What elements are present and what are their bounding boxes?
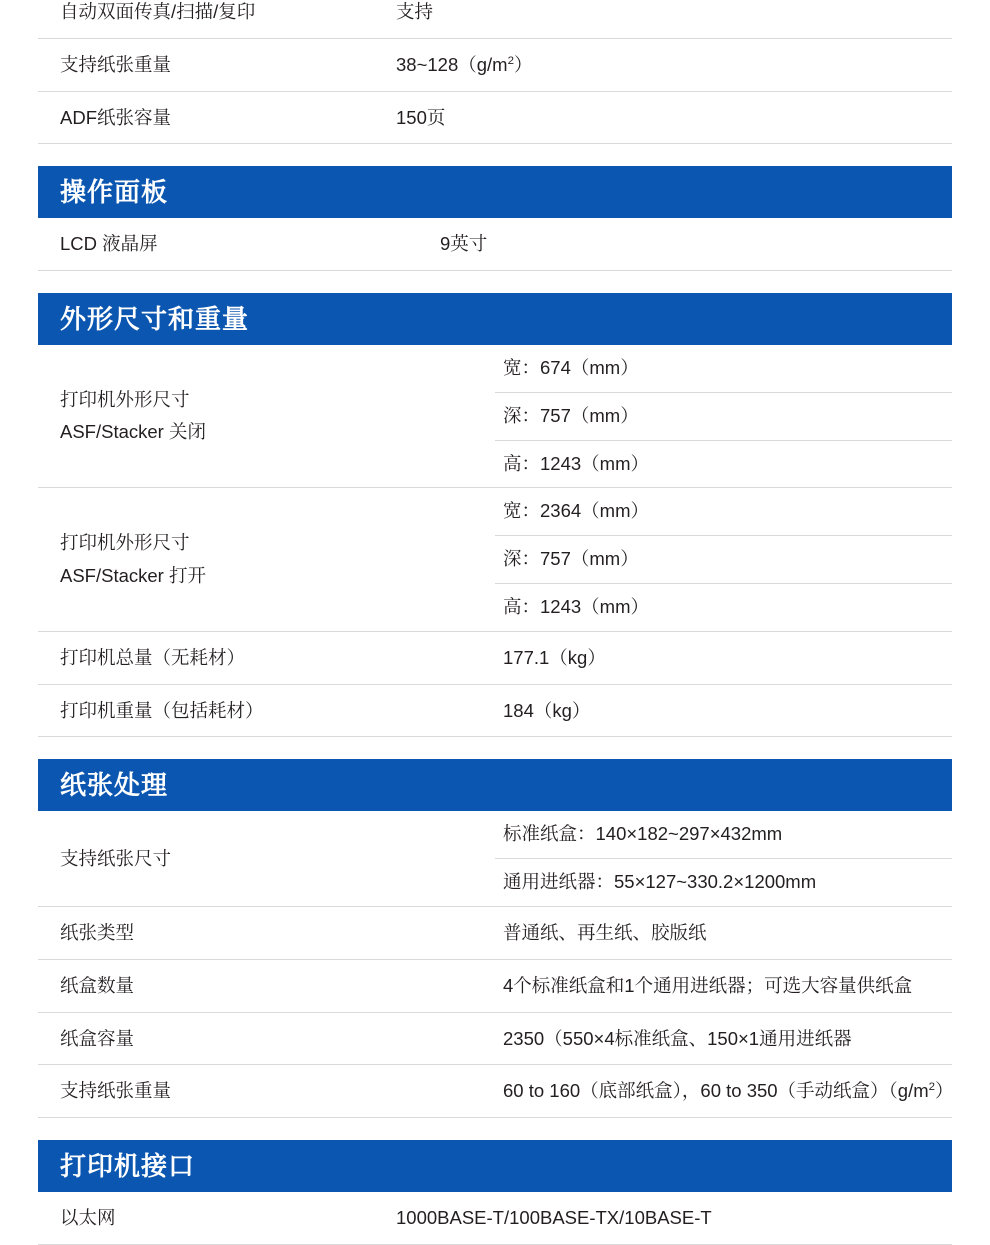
row-label-line: 打印机外形尺寸 [60, 388, 190, 410]
table-row [38, 907, 952, 960]
row-value: 高：1243（mm） [503, 596, 649, 618]
row-value: 4个标准纸盒和1个通用进纸器；可选大容量供纸盒 [495, 959, 952, 1012]
row-value: 150页 [388, 91, 952, 144]
row-label: 打印机总量（无耗材） [38, 631, 495, 684]
row-label-line: 打印机外形尺寸 [60, 532, 190, 554]
section-title: 纸张处理 [60, 770, 169, 801]
table-row [38, 91, 952, 144]
table-row [38, 959, 952, 1012]
row-value: $38\sim 128(g/m^2)$ [388, 38, 952, 91]
row-label: 纸盒容量 [38, 1012, 495, 1065]
row-value: 9英寸 [388, 218, 952, 270]
row-value: 通用进纸器：55×127~330.2×1200mm [503, 871, 817, 893]
table-dimensions-weight [38, 345, 952, 737]
section-header-paper-handling [38, 759, 952, 811]
row-label-line: ASF/Stacker 关闭 [60, 421, 206, 443]
section-header-control-panel [38, 166, 952, 218]
row-label: 支持纸张尺寸 [38, 811, 495, 906]
row-value: 高：1243（mm） [503, 452, 649, 474]
row-value: 184（kg） [495, 684, 952, 737]
section-title: 打印机接口 [60, 1151, 196, 1181]
row-label: LCD 液晶屏 [38, 218, 388, 270]
section-title: 操作面板 [60, 177, 169, 208]
row-value-stack [495, 811, 952, 906]
row-value: 标准纸盒：140×182~297×432mm [495, 811, 952, 859]
row-label: ADF纸张容量 [38, 91, 388, 144]
table-row [38, 38, 952, 91]
row-value: 177.1（kg） [495, 631, 952, 684]
row-label [38, 345, 495, 488]
table-row [38, 1012, 952, 1065]
row-label: 打印机重量（包括耗材） [38, 684, 495, 737]
row-value-stack [495, 488, 952, 631]
row-label: 自动双面传真/扫描/复印 [38, 0, 388, 38]
row-value: 宽：674（mm） [495, 345, 952, 393]
row-label: 以太网 [38, 1192, 388, 1244]
table-row [38, 218, 952, 270]
row-value: 支持 [388, 0, 952, 38]
row-value: 1000BASE-T/100BASE-TX/10BASE-T [388, 1192, 952, 1244]
row-value: 宽：2364（mm） [495, 488, 952, 536]
row-value: 深：757（mm） [495, 393, 952, 441]
table-row [38, 0, 952, 38]
section-header-dimensions-weight [38, 293, 952, 345]
table-control-panel [38, 218, 952, 271]
row-value: 2350（550×4标准纸盒、150×1通用进纸器 [495, 1012, 952, 1065]
table-row [38, 1192, 952, 1244]
row-label: 支持纸张重量 [38, 38, 388, 91]
table-continued-top [38, 0, 952, 144]
row-value: 普通纸、再生纸、胶版纸 [495, 907, 952, 960]
row-label: 支持纸张重量 [38, 1065, 495, 1118]
table-printer-interface [38, 1192, 952, 1245]
row-value: 深：757（mm） [495, 536, 952, 584]
row-label: 纸张类型 [38, 907, 495, 960]
table-row [38, 631, 952, 684]
row-label-line: ASF/Stacker 打开 [60, 564, 206, 586]
table-paper-handling [38, 811, 952, 1118]
row-label: 纸盒数量 [38, 959, 495, 1012]
table-row [38, 684, 952, 737]
row-value: 60 to 160（底部纸盒），60 to 350（手动纸盒）$(g/m^2)$ [495, 1065, 952, 1118]
table-row-group [38, 811, 952, 906]
section-header-printer-interface [38, 1140, 952, 1192]
table-row-group [38, 488, 952, 631]
row-label [38, 488, 495, 631]
table-row [38, 1065, 952, 1118]
row-value-stack [495, 345, 952, 488]
table-row-group [38, 345, 952, 488]
section-title: 外形尺寸和重量 [60, 304, 250, 334]
